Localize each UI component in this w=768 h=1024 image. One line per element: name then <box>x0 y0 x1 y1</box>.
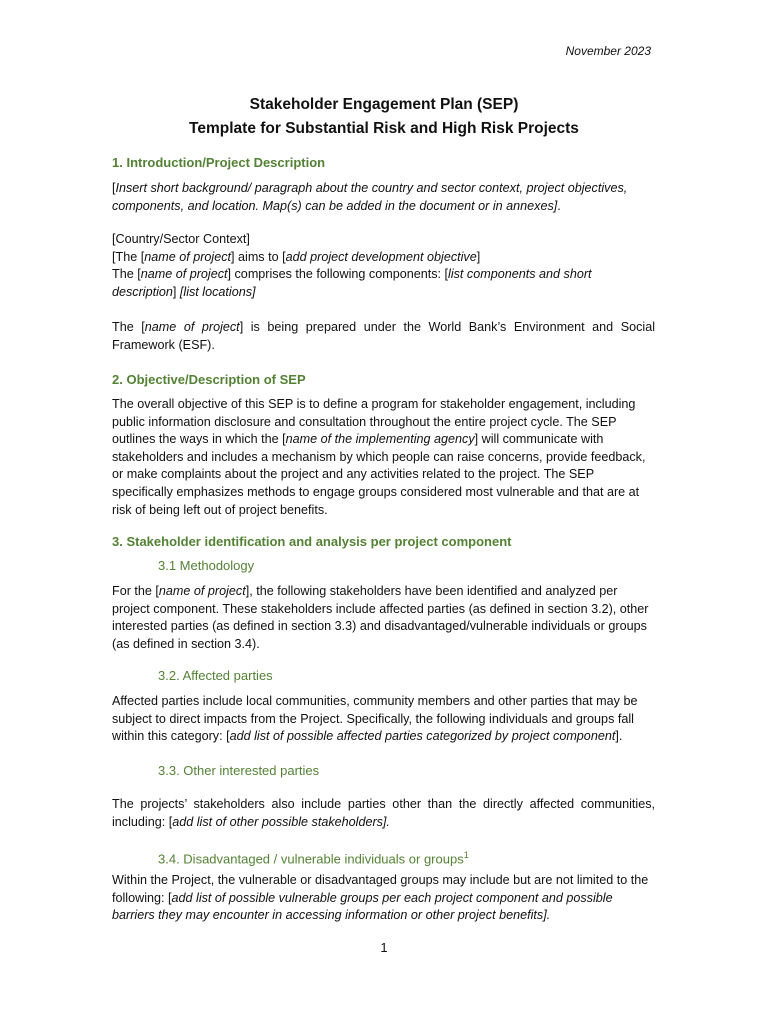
title-line-2: Template for Substantial Risk and High Risk Projects <box>189 120 579 137</box>
section-2-heading: 2. Objective/Description of SEP <box>112 372 306 387</box>
section-3-1-heading: 3.1 Methodology <box>158 558 255 573</box>
document-date: November 2023 <box>565 44 651 58</box>
title-line-1: Stakeholder Engagement Plan (SEP) <box>249 96 519 113</box>
section-3-4-heading: 3.4. Disadvantaged / vulnerable individuals or groups$^1$ <box>158 850 469 867</box>
section-3-1-paragraph: For the [name of project], the following stakeholders have been identified and analyzed per project component. These stakeholders include affected parties (as defined in section 3.2), other interested parties (as defined in section 3.3) and disadvantaged/vulnerable individuals or groups (as defined in section 3.4). <box>112 584 649 651</box>
page-number: 1 <box>380 940 388 955</box>
section-3-3-heading: 3.3. Other interested parties <box>158 763 320 778</box>
document-title <box>0 93 768 141</box>
footnote-marker[interactable]: 1 <box>463 850 469 860</box>
section-3-3-paragraph: The projects’ stakeholders also include parties other than the directly affected communities, including: [add list of other possible stakeholders]. <box>112 797 655 829</box>
section-3-2-heading: 3.2. Affected parties <box>158 668 273 683</box>
section-1-heading: 1. Introduction/Project Description <box>112 155 326 170</box>
section-1-paragraph-3: The [name of project] is being prepared under the World Bank’s Environment and Social Framework (ESF). <box>112 320 655 352</box>
section-2-paragraph-1: The overall objective of this SEP is to define a program for stakeholder engagement, including public information disclosure and consultation throughout the entire project cycle. The SEP outlines the ways in which the [name of the implementing agency] will communicate with stakeholders and includes a mechanism by which people can raise concerns, provide feedback, or make complaints about the project and any activities related to the project. The SEP specifically emphasizes methods to engage groups considered most vulnerable and that are at risk of being left out of project benefits. <box>112 397 646 517</box>
section-3-2-paragraph: Affected parties include local communities, community members and other parties that may be subject to direct impacts from the Project. Specifically, the following individuals and groups fall within this category: [add list of possible affected parties categorized by project component]. <box>112 694 638 744</box>
section-1-paragraph-1: [Insert short background/ paragraph about the country and sector context, project objectives, components, and location. Map(s) can be added in the document or in annexes]. <box>112 181 628 213</box>
section-3-4-paragraph: Within the Project, the vulnerable or disadvantaged groups may include but are not limited to the following: [add list of possible vulnerable groups per each project component and possible barriers they may encounter in accessing information or other project benefits]. <box>112 873 649 923</box>
section-3-heading: 3. Stakeholder identification and analysis per project component <box>112 534 512 549</box>
section-1-paragraph-2: [Country/Sector Context] [The [name of project] aims to [add project development objective] The [name of project] comprises the following components: [list components and short description] [list locations] <box>112 232 592 299</box>
